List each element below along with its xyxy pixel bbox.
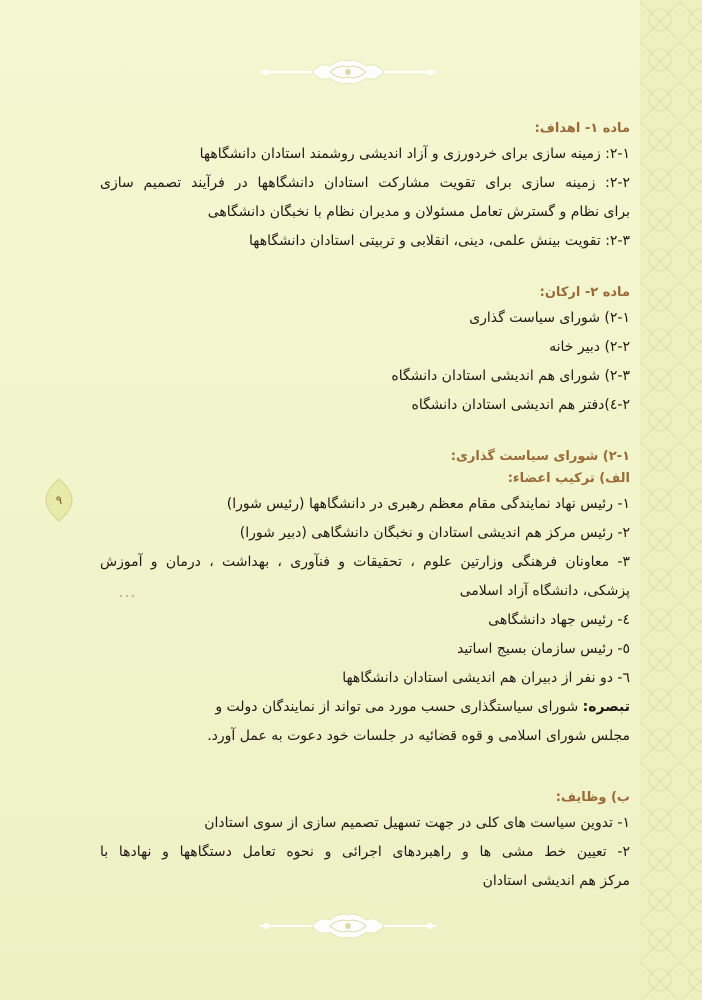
section-heading-pillars: ماده ۲- ارکان: [539,285,630,300]
document-body [100,118,630,896]
goal-item: ۲-۲: زمینه سازی برای تقویت مشارکت استادان دانشگاهها در فرآیند تصمیم سازی [100,175,630,191]
note-label: تبصره: [582,699,630,715]
note-paragraph [100,693,630,722]
member-item: ۳- معاونان فرهنگی وزارتین علوم ، تحقیقات و فنآوری ، بهداشت ، درمان و آموزش [100,554,630,570]
pillar-item: ۲-۱) شورای سیاست گذاری [469,310,630,326]
subheading-members: الف) ترکیب اعضاء: [507,471,630,486]
goal-item: ۲-۱: زمینه سازی برای خردورزی و آزاد اندیشی روشمند استادان دانشگاهها [199,146,630,162]
member-item: ۲- رئیس مرکز هم اندیشی استادان و نخبگان دانشگاهی (دبیر شورا) [239,525,630,541]
goal-item-continued: برای نظام و گسترش تعامل مسئولان و مدیران نظام با نخبگان دانشگاهی [207,204,630,220]
pillar-item: ۲-۳) شورای هم اندیشی استادان دانشگاه [391,368,630,384]
pillar-item: ۲-٤)دفتر هم اندیشی استادان دانشگاه [411,397,630,413]
member-item: ٤- رئیس جهاد دانشگاهی [488,612,630,628]
member-item: ٥- رئیس سازمان بسیج اساتید [457,641,630,657]
duty-item-continued: مرکز هم اندیشی استادان [482,873,630,889]
goal-item: ۲-۳: تقویت بینش علمی، دینی، انقلابی و تربیتی استادان دانشگاهها [248,233,630,249]
top-ornament-icon [258,58,438,86]
page-number-badge [42,478,76,522]
section-heading-policy-council: ۲-۱) شورای سیاست گذاری: [450,449,630,464]
page-number: ۹ [55,493,63,507]
member-item: ٦- دو نفر از دبیران هم اندیشی استادان دانشگاهها [342,670,630,686]
duty-item: ۱- تدوین سیاست های کلی در جهت تسهیل تصمیم سازی از سوی استادان [204,815,630,831]
duty-item: ۲- تعیین خط مشی ها و راهبردهای اجرائی و نحوه تعامل دستگاهها و نهادها با [100,844,630,860]
section-heading-duties: ب) وظایف: [555,790,630,805]
member-item-continued: پزشکی، دانشگاه آزاد اسلامی [459,583,630,599]
note-paragraph-continued: مجلس شورای اسلامی و قوه قضائیه در جلسات خود دعوت به عمل آورد. [207,728,630,744]
pillar-item: ۲-۲) دبیر خانه [549,339,630,355]
member-item: ۱- رئیس نهاد نمایندگی مقام معظم رهبری در دانشگاهها (رئیس شورا) [226,496,630,512]
bottom-ornament-icon [258,912,438,940]
section-heading-goals: ماده ۱- اهداف: [534,121,630,136]
decorative-border-pattern [640,0,702,1000]
note-text: شورای سیاستگذاری حسب مورد می تواند از نمایندگان دولت و [215,699,583,715]
